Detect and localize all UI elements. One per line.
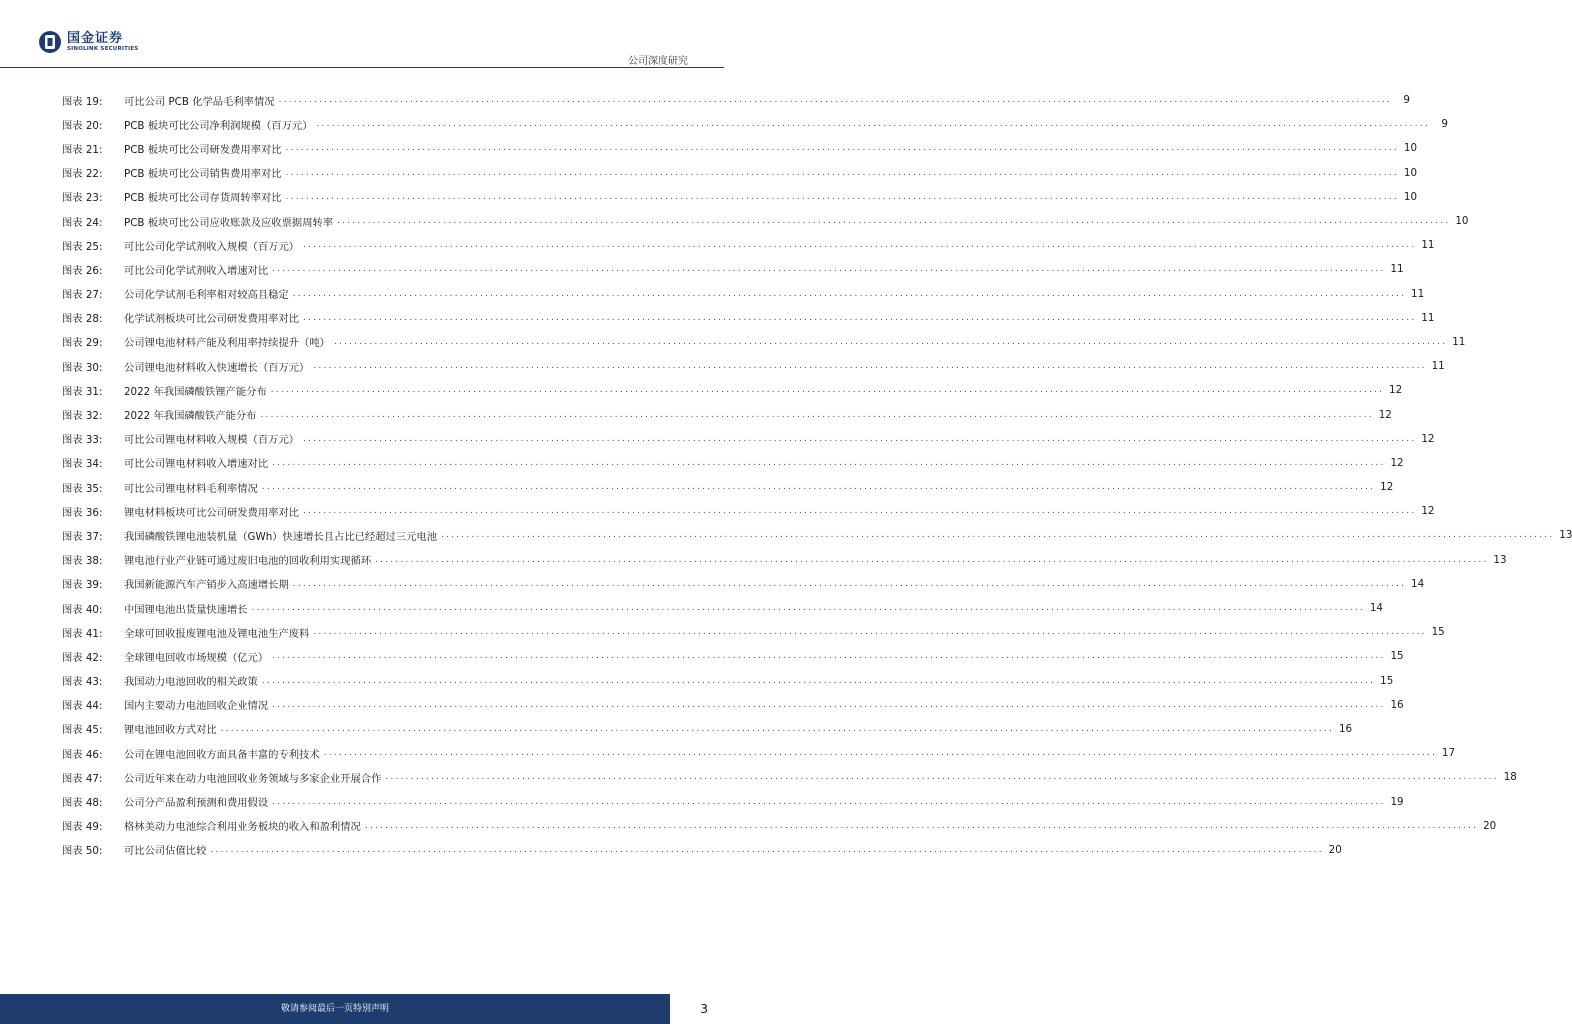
toc-leader-dots: ............................................................................................................................................................................................................................: [260, 409, 1374, 420]
toc-entry[interactable]: [62, 572, 1425, 596]
toc-entry[interactable]: [62, 161, 1417, 185]
toc-entry[interactable]: [62, 378, 1403, 402]
toc-figure-label: 图表 45:: [62, 724, 103, 737]
toc-figure-label: 图表 22:: [62, 168, 103, 181]
toc-figure-label: 图表 27:: [62, 289, 103, 302]
toc-figure-label: 图表 23:: [62, 192, 103, 205]
toc-figure-title: 我国磷酸铁锂电池装机量（GWh）快速增长且占比已经超过三元电池: [124, 530, 437, 543]
toc-figure-label: 图表 44:: [62, 700, 103, 713]
toc-page-number: 9: [1403, 94, 1410, 107]
toc-entry[interactable]: [62, 789, 1404, 813]
toc-figure-title: 可比公司化学试剂收入增速对比: [124, 264, 269, 277]
toc-entry[interactable]: [62, 427, 1435, 451]
toc-figure-title: 可比公司估值比较: [124, 845, 207, 858]
toc-leader-dots: ............................................................................................................................................................................................................................: [272, 457, 1386, 468]
toc-entry[interactable]: [62, 548, 1507, 572]
toc-figure-label: 图表 28:: [62, 313, 103, 326]
toc-leader-dots: ............................................................................................................................................................................................................................: [261, 675, 1376, 686]
toc-figure-label: 图表 19:: [62, 95, 103, 108]
report-type-label: 公司深度研究: [628, 56, 688, 67]
toc-page-number: 10: [1455, 215, 1469, 228]
toc-leader-dots: ............................................................................................................................................................................................................................: [303, 433, 1417, 444]
toc-figure-title: 公司在锂电池回收方面具备丰富的专利技术: [124, 748, 320, 761]
toc-entry[interactable]: [62, 402, 1392, 426]
toc-entry[interactable]: [62, 765, 1517, 789]
page-header: [0, 0, 724, 70]
toc-figure-title: 全球可回收报废锂电池及锂电池生产废料: [124, 627, 310, 640]
toc-figure-label: 图表 43:: [62, 676, 103, 689]
toc-entry[interactable]: [62, 620, 1445, 644]
toc-leader-dots: ............................................................................................................................................................................................................................: [285, 143, 1399, 154]
toc-figure-label: 图表 39:: [62, 579, 103, 592]
toc-page-number: 12: [1378, 408, 1392, 421]
toc-page-number: 11: [1390, 263, 1404, 276]
toc-figure-title: 公司锂电池材料产能及利用率持续提升（吨）: [124, 337, 330, 350]
toc-page-number: 18: [1503, 771, 1517, 784]
toc-leader-dots: ............................................................................................................................................................................................................................: [303, 312, 1417, 323]
toc-figure-title: 公司分产品盈利预测和费用假设: [124, 797, 269, 810]
toc-page-number: 16: [1338, 722, 1353, 735]
toc-leader-dots: ............................................................................................................................................................................................................................: [272, 264, 1386, 275]
toc-figure-title: 锂电材料板块可比公司研发费用率对比: [124, 506, 300, 519]
toc-figure-label: 图表 41:: [62, 627, 103, 640]
toc-entry[interactable]: [62, 112, 1448, 136]
toc-entry[interactable]: [62, 136, 1417, 160]
toc-entry[interactable]: [62, 209, 1469, 233]
toc-entry[interactable]: [62, 354, 1445, 378]
toc-page-number: 19: [1390, 795, 1404, 808]
toc-leader-dots: ............................................................................................................................................................................................................................: [210, 844, 1324, 855]
toc-figure-title: 化学试剂板块可比公司研发费用率对比: [124, 313, 300, 326]
toc-page-number: 12: [1380, 481, 1394, 494]
toc-figure-label: 图表 42:: [62, 651, 103, 664]
toc-figure-label: 图表 46:: [62, 748, 103, 761]
toc-figure-title: 公司化学试剂毛利率相对较高且稳定: [124, 289, 289, 302]
toc-figure-title: PCB 板块可比公司净利润规模（百万元）: [124, 119, 313, 132]
toc-leader-dots: ............................................................................................................................................................................................................................: [441, 530, 1555, 541]
toc-page-number: 15: [1390, 650, 1404, 663]
toc-leader-dots: ............................................................................................................................................................................................................................: [272, 796, 1386, 807]
toc-leader-dots: ............................................................................................................................................................................................................................: [251, 603, 1365, 614]
toc-page-number: 10: [1403, 190, 1417, 203]
toc-figure-title: 可比公司锂电材料收入增速对比: [124, 458, 269, 471]
toc-page-number: 11: [1411, 287, 1425, 300]
toc-leader-dots: ............................................................................................................................................................................................................................: [278, 95, 1392, 106]
toc-page-number: 12: [1421, 505, 1435, 518]
toc-leader-dots: ............................................................................................................................................................................................................................: [272, 651, 1386, 662]
toc-figure-title: 锂电池行业产业链可通过废旧电池的回收利用实现循环: [124, 555, 372, 568]
toc-figure-title: 公司锂电池材料收入快速增长（百万元）: [124, 361, 310, 374]
toc-page-number: 11: [1431, 360, 1445, 373]
toc-page-number: 15: [1431, 626, 1445, 639]
toc-figure-title: 国内主要动力电池回收企业情况: [124, 700, 269, 713]
toc-entry[interactable]: [62, 693, 1404, 717]
toc-figure-label: 图表 32:: [62, 410, 103, 423]
toc-figure-title: 可比公司锂电材料毛利率情况: [124, 482, 258, 495]
toc-leader-dots: ............................................................................................................................................................................................................................: [323, 748, 1438, 759]
toc-page-number: 9: [1441, 118, 1448, 131]
toc-entry[interactable]: [62, 838, 1342, 862]
toc-figure-label: 图表 26:: [62, 264, 103, 277]
toc-page-number: 12: [1389, 384, 1403, 397]
toc-leader-dots: ............................................................................................................................................................................................................................: [270, 385, 1385, 396]
toc-page-number: 12: [1421, 432, 1435, 445]
toc-page-number: 13: [1493, 553, 1507, 566]
toc-leader-dots: ............................................................................................................................................................................................................................: [385, 772, 1499, 783]
toc-figure-label: 图表 34:: [62, 458, 103, 471]
toc-figure-title: 公司近年来在动力电池回收业务领域与多家企业开展合作: [124, 772, 382, 785]
toc-page-number: 20: [1483, 819, 1497, 832]
toc-entry[interactable]: [62, 330, 1466, 354]
toc-entry[interactable]: [62, 814, 1497, 838]
toc-entry[interactable]: [62, 741, 1456, 765]
page-number: 3: [700, 1002, 708, 1016]
toc-figure-label: 图表 40:: [62, 603, 103, 616]
toc-leader-dots: ............................................................................................................................................................................................................................: [292, 578, 1407, 589]
toc-page-number: 10: [1403, 166, 1417, 179]
toc-figure-title: 锂电池回收方式对比: [124, 724, 217, 737]
toc-figure-title: 我国新能源汽车产销步入高速增长期: [124, 579, 289, 592]
toc-figure-title: PCB 板块可比公司应收账款及应收票据周转率: [124, 216, 334, 229]
toc-leader-dots: ............................................................................................................................................................................................................................: [316, 119, 1430, 130]
toc-figure-label: 图表 20:: [62, 119, 103, 132]
toc-page-number: 11: [1421, 311, 1435, 324]
toc-leader-dots: ............................................................................................................................................................................................................................: [303, 506, 1417, 517]
header-divider: [0, 67, 724, 68]
toc-leader-dots: ............................................................................................................................................................................................................................: [313, 361, 1427, 372]
toc-figure-title: 可比公司 PCB 化学品毛利率情况: [124, 95, 275, 108]
toc-figure-label: 图表 50:: [62, 845, 103, 858]
toc-entry[interactable]: [62, 451, 1404, 475]
toc-leader-dots: ............................................................................................................................................................................................................................: [337, 216, 1451, 227]
toc-figure-title: 全球锂电回收市场规模（亿元）: [124, 651, 269, 664]
toc-figure-title: 2022 年我国磷酸铁产能分布: [124, 410, 257, 423]
toc-leader-dots: ............................................................................................................................................................................................................................: [303, 240, 1417, 251]
toc-figure-label: 图表 48:: [62, 797, 103, 810]
toc-leader-dots: ............................................................................................................................................................................................................................: [364, 820, 1479, 831]
toc-leader-dots: ............................................................................................................................................................................................................................: [261, 482, 1376, 493]
toc-figure-label: 图表 30:: [62, 361, 103, 374]
toc-entry[interactable]: [62, 499, 1435, 523]
toc-figure-label: 图表 47:: [62, 772, 103, 785]
disclaimer-note: 敬请参阅最后一页特别声明: [280, 1004, 389, 1014]
toc-entry[interactable]: [62, 185, 1417, 209]
toc-page-number: 11: [1421, 239, 1435, 252]
toc-leader-dots: ............................................................................................................................................................................................................................: [272, 699, 1386, 710]
toc-entry[interactable]: [62, 523, 1572, 547]
toc-entry[interactable]: [62, 88, 1410, 112]
toc-page-number: 17: [1441, 747, 1456, 760]
toc-figure-title: 中国锂电池出货量快速增长: [124, 603, 248, 616]
toc-leader-dots: ............................................................................................................................................................................................................................: [285, 167, 1399, 178]
company-logo: [38, 30, 138, 54]
toc-page-number: 13: [1559, 529, 1572, 542]
toc-entry[interactable]: [62, 669, 1394, 693]
toc-figure-title: 可比公司锂电材料收入规模（百万元）: [124, 434, 300, 447]
sinolink-logo-icon: [38, 30, 62, 54]
toc-page-number: 12: [1390, 456, 1404, 469]
toc-figure-title: PCB 板块可比公司存货周转率对比: [124, 192, 282, 205]
toc-figure-label: 图表 24:: [62, 216, 103, 229]
toc-figure-label: 图表 21:: [62, 143, 103, 156]
toc-leader-dots: ............................................................................................................................................................................................................................: [333, 336, 1448, 347]
toc-figure-label: 图表 38:: [62, 555, 103, 568]
toc-figure-title: 2022 年我国磷酸铁锂产能分布: [124, 385, 267, 398]
toc-page-number: 10: [1403, 142, 1417, 155]
toc-figure-title: 格林美动力电池综合利用业务板块的收入和盈利情况: [124, 821, 361, 834]
page-footer: [0, 994, 724, 1024]
toc-figure-title: 我国动力电池回收的相关政策: [124, 676, 258, 689]
toc-figure-title: PCB 板块可比公司研发费用率对比: [124, 143, 282, 156]
toc-entry[interactable]: [62, 644, 1404, 668]
toc-entry[interactable]: [62, 306, 1435, 330]
toc-figure-label: 图表 29:: [62, 337, 103, 350]
toc-leader-dots: ............................................................................................................................................................................................................................: [285, 191, 1399, 202]
toc-page-number: 20: [1328, 843, 1342, 856]
toc-entry[interactable]: [62, 717, 1353, 741]
logo-english-name: SINOLINK SECURITIES: [67, 45, 139, 52]
toc-entry[interactable]: [62, 475, 1394, 499]
toc-page-number: 16: [1390, 698, 1404, 711]
toc-entry[interactable]: [62, 282, 1425, 306]
toc-figure-title: 可比公司化学试剂收入规模（百万元）: [124, 240, 300, 253]
toc-figure-label: 图表 35:: [62, 482, 103, 495]
figure-table-of-contents: [62, 88, 1572, 862]
toc-figure-label: 图表 49:: [62, 821, 103, 834]
toc-figure-label: 图表 37:: [62, 530, 103, 543]
toc-figure-label: 图表 36:: [62, 506, 103, 519]
toc-leader-dots: ............................................................................................................................................................................................................................: [313, 627, 1427, 638]
logo-chinese-name: 国金证券: [67, 30, 124, 46]
toc-entry[interactable]: [62, 257, 1404, 281]
toc-figure-label: 图表 33:: [62, 434, 103, 447]
toc-figure-title: PCB 板块可比公司销售费用率对比: [124, 168, 282, 181]
toc-page-number: 14: [1369, 602, 1383, 615]
toc-page-number: 14: [1411, 577, 1425, 590]
toc-entry[interactable]: [62, 596, 1383, 620]
toc-figure-label: 图表 25:: [62, 240, 103, 253]
toc-page-number: 15: [1380, 674, 1394, 687]
toc-entry[interactable]: [62, 233, 1435, 257]
toc-leader-dots: ............................................................................................................................................................................................................................: [220, 723, 1335, 734]
toc-leader-dots: ............................................................................................................................................................................................................................: [292, 288, 1407, 299]
toc-page-number: 11: [1452, 335, 1466, 348]
toc-leader-dots: ............................................................................................................................................................................................................................: [375, 554, 1489, 565]
toc-figure-label: 图表 31:: [62, 385, 103, 398]
